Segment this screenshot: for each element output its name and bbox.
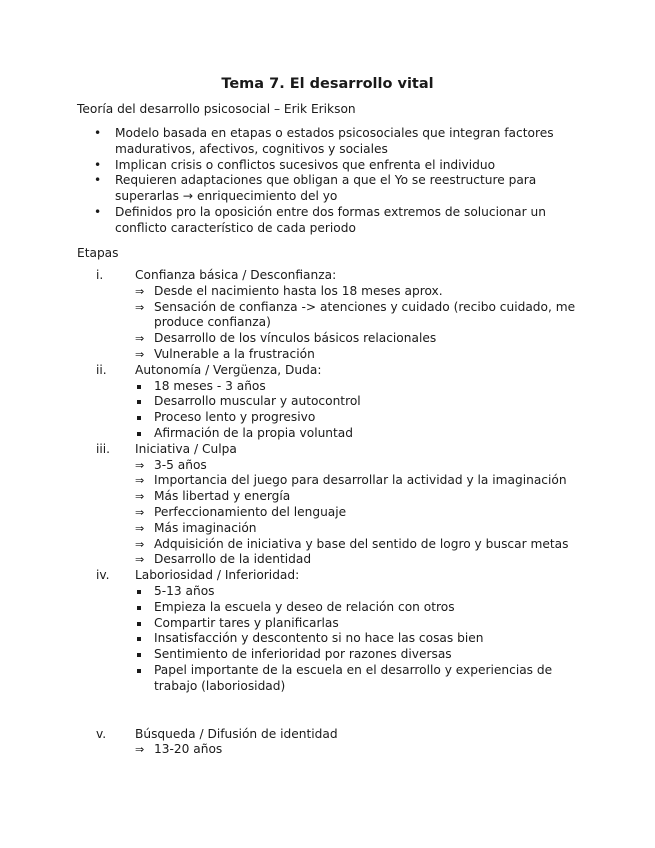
list-item: Compartir tares y planificarlas (135, 616, 576, 632)
arrow-icon: ⇒ (135, 743, 145, 757)
bullet-icon: • (94, 204, 102, 219)
list-item: 18 meses - 3 años (135, 379, 576, 395)
list-item: Sentimiento de inferioridad por razones diversas (135, 647, 576, 663)
square-bullet-icon (137, 416, 141, 420)
list-item: • Definidos pro la oposición entre dos formas extremos de solucionar un conflicto característico de cada periodo (94, 204, 546, 235)
square-bullet-icon (137, 606, 141, 610)
square-bullet-icon (137, 622, 141, 626)
list-item: • Requieren adaptaciones que obligan a que el Yo se reestructure para superarlas → enriquecimiento del yo (94, 173, 537, 204)
stage-title: Autonomía / Vergüenza, Duda: (135, 362, 322, 377)
stage-sublist (135, 584, 576, 695)
stage-title: Confianza básica / Desconfianza: (135, 268, 337, 282)
stage-item (96, 268, 576, 363)
arrow-icon: ⇒ (135, 332, 145, 346)
stage-numeral: i. (96, 268, 104, 282)
stage-numeral: ii. (96, 362, 107, 377)
list-item: ⇒ Sensación de confianza -> atenciones y cuidado (recibo cuidado, me produce confianza) (135, 299, 576, 330)
arrow-icon: ⇒ (135, 347, 145, 361)
square-bullet-icon (137, 669, 141, 673)
arrow-icon: ⇒ (135, 521, 145, 535)
square-bullet-icon (137, 653, 141, 657)
stage-sublist (135, 379, 576, 442)
stages-list (96, 268, 576, 758)
list-item: • Modelo basada en etapas o estados psicosociales que integran factores madurativos, afectivos, cognitivos y sociales (94, 126, 554, 156)
list-item: ⇒ Perfeccionamiento del lenguaje (135, 504, 347, 519)
bullet-icon: • (94, 126, 102, 140)
list-item: • Implican crisis o conflictos sucesivos que enfrenta el individuo (94, 157, 496, 172)
stage-sublist (135, 284, 576, 363)
list-item: ⇒ Adquisición de iniciativa y base del sentido de logro y buscar metas (135, 536, 569, 551)
arrow-icon: ⇒ (135, 458, 145, 472)
stage-numeral: v. (96, 726, 107, 741)
list-item: ⇒ Vulnerable a la frustración (135, 346, 315, 361)
arrow-icon: ⇒ (135, 284, 145, 298)
arrow-icon: ⇒ (135, 505, 145, 519)
bullet-icon: • (94, 173, 102, 188)
stage-title: Búsqueda / Difusión de identidad (135, 726, 338, 741)
list-item: Desarrollo muscular y autocontrol (135, 394, 576, 410)
list-item: Proceso lento y progresivo (135, 410, 576, 426)
list-item: ⇒ Desde el nacimiento hasta los 18 meses aprox. (135, 283, 443, 298)
section-label-etapas: Etapas (77, 246, 119, 260)
arrow-icon: ⇒ (135, 300, 145, 314)
arrow-icon: ⇒ (135, 553, 145, 567)
list-item: Papel importante de la escuela en el desarrollo y experiencias de trabajo (laboriosidad) (135, 663, 576, 695)
list-item: ⇒ 3-5 años (135, 457, 207, 472)
square-bullet-icon (137, 385, 141, 389)
square-bullet-icon (137, 432, 141, 436)
bullet-icon: • (94, 157, 102, 172)
stage-sublist (135, 458, 576, 569)
stage-numeral: iii. (96, 441, 111, 456)
list-item: Empieza la escuela y deseo de relación con otros (135, 600, 576, 616)
list-item: ⇒ Desarrollo de los vínculos básicos relacionales (135, 331, 437, 346)
list-item: ⇒ Más imaginación (135, 520, 257, 535)
stage-item (96, 442, 576, 568)
square-bullet-icon (137, 400, 141, 404)
square-bullet-icon (137, 590, 141, 594)
stage-numeral: iv. (96, 568, 110, 583)
list-item: ⇒ Desarrollo de la identidad (135, 552, 312, 567)
stage-item (96, 568, 576, 694)
stage-sublist (135, 742, 576, 758)
list-item: Afirmación de la propia voluntad (135, 426, 576, 442)
square-bullet-icon (137, 637, 141, 641)
list-item: ⇒ Más libertad y energía (135, 489, 291, 504)
list-item: 5-13 años (135, 584, 576, 600)
list-item: Insatisfacción y descontento si no hace las cosas bien (135, 631, 576, 647)
page-title: Tema 7. El desarrollo vital (221, 76, 434, 92)
arrow-icon: ⇒ (135, 474, 145, 488)
list-item: ⇒ 13-20 años (135, 742, 223, 757)
arrow-icon: ⇒ (135, 490, 145, 504)
stage-title: Laboriosidad / Inferioridad: (135, 568, 300, 583)
arrow-icon: ⇒ (135, 537, 145, 551)
list-item: ⇒ Importancia del juego para desarrollar la actividad y la imaginación (135, 473, 567, 488)
intro-bullet-list (77, 126, 557, 237)
stage-item (96, 727, 576, 759)
stage-item (96, 363, 576, 442)
stage-title: Iniciativa / Culpa (135, 441, 237, 456)
subtitle: Teoría del desarrollo psicosocial – Erik Erikson (77, 102, 356, 116)
